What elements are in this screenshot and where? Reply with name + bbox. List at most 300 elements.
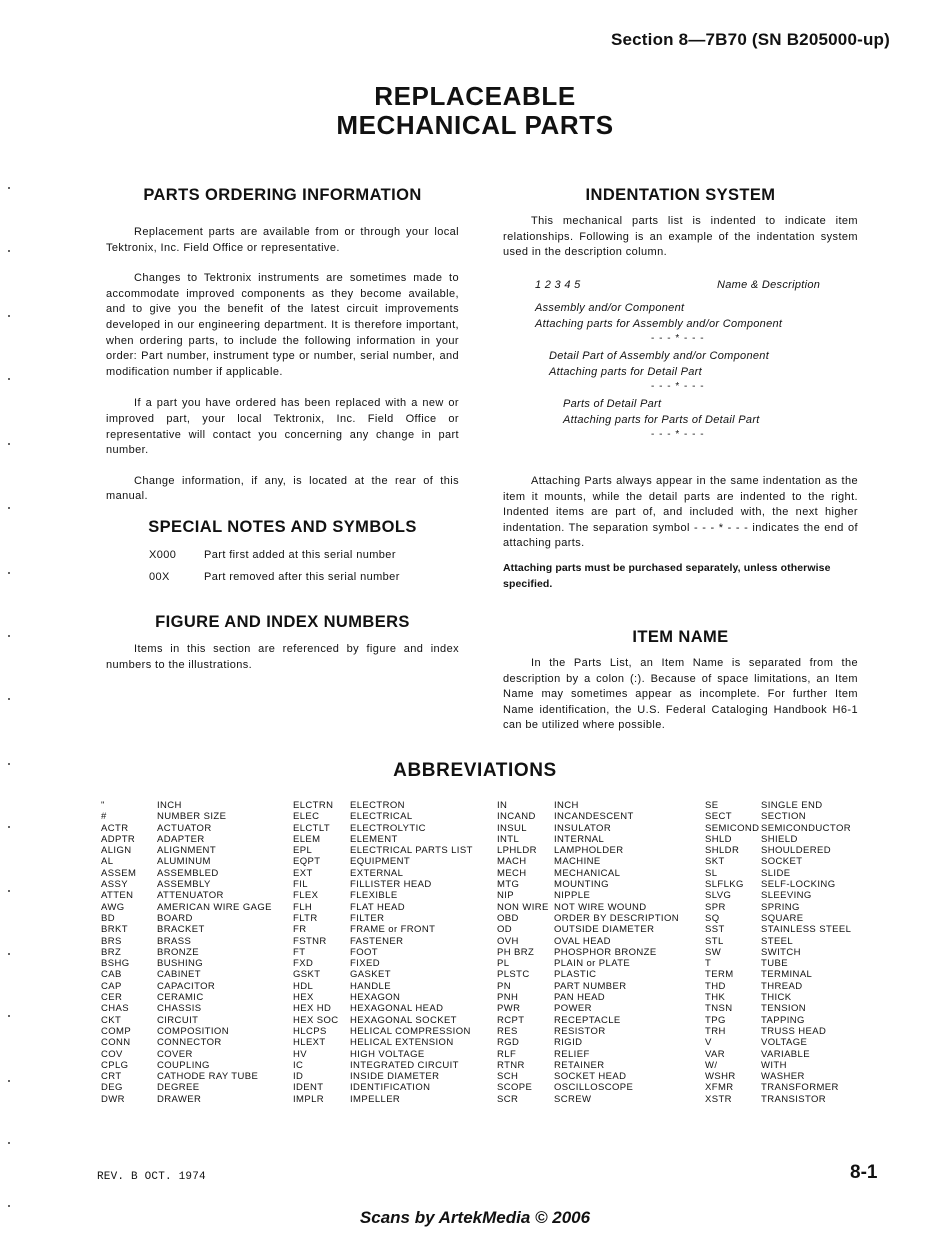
abbreviation-meaning: SINGLE END: [761, 800, 823, 811]
abbreviation-meaning: RIGID: [554, 1037, 583, 1049]
abbreviation-code: BRKT: [101, 924, 128, 936]
abbreviation-code: PNH: [497, 992, 519, 1004]
abbreviation-code: ASSEM: [101, 867, 137, 879]
abbreviation-code: ELEC: [293, 811, 320, 823]
abbreviation-meaning: HEXAGONAL HEAD: [350, 1003, 444, 1015]
abbreviation-row: [497, 1060, 679, 1071]
abbreviation-meaning: ALUMINUM: [157, 856, 211, 868]
separator-symbol: - - - * - - -: [651, 381, 705, 392]
abbreviation-row: [705, 856, 851, 867]
abbreviation-meaning: SPRING: [761, 901, 800, 913]
abbreviation-row: [705, 958, 851, 969]
abbreviation-meaning: ADAPTER: [157, 833, 205, 845]
abbreviation-code: ELEM: [293, 833, 321, 845]
abbreviation-meaning: INCANDESCENT: [554, 811, 634, 823]
abbreviation-row: [705, 868, 851, 879]
abbreviations-heading: ABBREVIATIONS: [393, 760, 557, 781]
example-parts-detail: Parts of Detail Part: [563, 398, 662, 410]
abbreviation-meaning: SLEEVING: [761, 890, 812, 902]
scan-mark: [8, 953, 10, 955]
abbreviation-meaning: SHIELD: [761, 833, 798, 845]
symbol-row: [149, 549, 459, 561]
scan-mark: [8, 187, 10, 189]
abbreviation-meaning: CABINET: [157, 969, 201, 981]
abbreviation-row: [101, 936, 272, 947]
abbreviation-meaning: EXTERNAL: [350, 867, 404, 879]
abbreviation-meaning: INTERNAL: [554, 833, 605, 845]
abbreviation-meaning: ELECTRICAL: [350, 811, 413, 823]
abbreviation-meaning: WASHER: [761, 1071, 805, 1083]
abbreviation-code: HEX: [293, 992, 314, 1004]
abbreviation-code: STL: [705, 935, 724, 947]
abbreviation-code: ATTEN: [101, 890, 134, 902]
abbreviation-meaning: INSULATOR: [554, 822, 612, 834]
indent-name-description: Name & Description: [717, 279, 821, 291]
abbreviation-row: [293, 958, 473, 969]
abbreviation-code: EXT: [293, 867, 313, 879]
abbreviation-code: SHLD: [705, 833, 732, 845]
abbreviation-meaning: CERAMIC: [157, 992, 204, 1004]
abbreviation-row: [705, 936, 851, 947]
abbreviation-row: [101, 924, 272, 935]
abbreviation-meaning: INCH: [157, 800, 182, 811]
abbreviation-code: FLTR: [293, 912, 318, 924]
abbreviation-row: [497, 1094, 679, 1105]
abbreviation-meaning: NUMBER SIZE: [157, 811, 227, 823]
abbreviation-row: [293, 834, 473, 845]
abbreviation-row: [705, 1003, 851, 1014]
abbreviation-meaning: IMPELLER: [350, 1093, 401, 1105]
abbreviation-row: [705, 834, 851, 845]
abbreviation-code: SECT: [705, 811, 732, 823]
abbreviation-code: CKT: [101, 1014, 122, 1026]
abbreviation-meaning: CATHODE RAY TUBE: [157, 1071, 259, 1083]
abbreviation-meaning: COMPOSITION: [157, 1025, 229, 1037]
abbreviation-row: [705, 1082, 851, 1093]
abbreviation-code: V: [705, 1037, 712, 1049]
ordering-paragraph-3: If a part you have ordered has been replaced with a new or improved part, your local Tektronix, Inc. Field Office or representative will contact you concerning any change in part number.: [106, 397, 459, 457]
abbreviation-code: CRT: [101, 1071, 122, 1083]
abbreviation-row: [705, 1071, 851, 1082]
abbreviation-meaning: DRAWER: [157, 1093, 202, 1105]
abbreviation-meaning: FILLISTER HEAD: [350, 879, 432, 891]
abbreviation-code: IMPLR: [293, 1093, 325, 1105]
abbreviation-meaning: ACTUATOR: [157, 822, 212, 834]
abbreviation-meaning: ATTENUATOR: [157, 890, 224, 902]
abbreviation-row: [101, 868, 272, 879]
abbreviation-row: [497, 868, 679, 879]
abbreviation-meaning: PLASTIC: [554, 969, 597, 981]
abbreviation-row: [497, 1071, 679, 1082]
abbreviation-meaning: BRONZE: [157, 946, 199, 958]
abbreviation-code: WSHR: [705, 1071, 736, 1083]
abbreviation-code: DEG: [101, 1082, 123, 1094]
abbreviation-row: [497, 947, 679, 958]
scan-mark: [8, 1080, 10, 1082]
abbreviations-column-4: [705, 800, 851, 1105]
abbreviation-row: [293, 981, 473, 992]
revision-date: REV. B OCT. 1974: [97, 1171, 206, 1183]
abbreviation-code: HLCPS: [293, 1025, 327, 1037]
abbreviation-row: [497, 1003, 679, 1014]
abbreviation-meaning: TRANSFORMER: [761, 1082, 839, 1094]
abbreviation-code: FXD: [293, 958, 314, 970]
title-line-1: REPLACEABLE: [374, 81, 576, 111]
scan-mark: [8, 1015, 10, 1017]
abbreviation-code: FIL: [293, 879, 308, 891]
abbreviation-row: [293, 1015, 473, 1026]
abbreviation-meaning: PAN HEAD: [554, 992, 606, 1004]
abbreviation-row: [101, 1082, 272, 1093]
abbreviation-meaning: RESISTOR: [554, 1025, 606, 1037]
indentation-paragraph-1: This mechanical parts list is indented to indicate item relationships. Following is an example of the indentation system used in the description column.: [503, 215, 858, 259]
abbreviation-row: [293, 890, 473, 901]
abbreviation-row: [497, 924, 679, 935]
abbreviation-row: [101, 890, 272, 901]
abbreviation-meaning: OSCILLOSCOPE: [554, 1082, 634, 1094]
scan-mark: [8, 250, 10, 252]
abbreviation-meaning: TERMINAL: [761, 969, 813, 981]
abbreviation-code: CER: [101, 992, 123, 1004]
abbreviation-meaning: SOCKET HEAD: [554, 1071, 627, 1083]
abbreviation-row: [497, 1037, 679, 1048]
abbreviation-row: [101, 1037, 272, 1048]
abbreviation-code: COMP: [101, 1025, 132, 1037]
abbreviation-row: [293, 924, 473, 935]
abbreviation-code: XSTR: [705, 1093, 732, 1105]
abbreviation-meaning: SCREW: [554, 1093, 592, 1105]
abbreviation-code: RGD: [497, 1037, 520, 1049]
abbreviation-code: CAB: [101, 969, 122, 981]
abbreviation-code: ELCTRN: [293, 800, 334, 811]
abbreviation-code: XFMR: [705, 1082, 734, 1094]
abbreviation-code: IDENT: [293, 1082, 324, 1094]
page-title: [0, 82, 950, 140]
abbreviation-code: SCR: [497, 1093, 519, 1105]
abbreviation-row: [293, 1026, 473, 1037]
abbreviation-code: ID: [293, 1071, 304, 1083]
abbreviation-meaning: ASSEMBLY: [157, 879, 211, 891]
ordering-paragraph-4: Change information, if any, is located at the rear of this manual.: [106, 474, 459, 503]
abbreviation-code: W/: [705, 1059, 718, 1071]
abbreviation-meaning: SLIDE: [761, 867, 791, 879]
abbreviation-row: [705, 879, 851, 890]
abbreviation-code: FR: [293, 924, 307, 936]
abbreviation-code: SST: [705, 924, 725, 936]
abbreviation-code: THK: [705, 992, 726, 1004]
abbreviation-code: AL: [101, 856, 114, 868]
abbreviation-row: [705, 845, 851, 856]
abbreviation-code: CAP: [101, 980, 122, 992]
abbreviation-code: HLEXT: [293, 1037, 326, 1049]
abbreviation-row: [497, 890, 679, 901]
abbreviation-code: NON WIRE: [497, 901, 549, 913]
scan-mark: [8, 507, 10, 509]
abbreviation-meaning: INTEGRATED CIRCUIT: [350, 1059, 459, 1071]
abbreviation-row: [101, 1071, 272, 1082]
abbreviation-code: SEMICOND: [705, 822, 760, 834]
abbreviation-meaning: RELIEF: [554, 1048, 590, 1060]
abbreviation-meaning: SECTION: [761, 811, 807, 823]
abbreviations-column-1: [101, 800, 272, 1105]
abbreviation-code: OVH: [497, 935, 519, 947]
abbreviation-code: RES: [497, 1025, 518, 1037]
abbreviation-meaning: AMERICAN WIRE GAGE: [157, 901, 272, 913]
abbreviation-code: LPHLDR: [497, 845, 537, 857]
abbreviation-row: [497, 969, 679, 980]
separator-symbol: - - - * - - -: [651, 333, 705, 344]
scan-mark: [8, 635, 10, 637]
abbreviation-meaning: ELEMENT: [350, 833, 398, 845]
abbreviation-meaning: BRASS: [157, 935, 192, 947]
abbreviation-meaning: CAPACITOR: [157, 980, 216, 992]
abbreviation-row: [705, 811, 851, 822]
abbreviation-row: [497, 834, 679, 845]
section-header: Section 8—7B70 (SN B205000-up): [610, 30, 890, 49]
abbreviation-code: BSHG: [101, 958, 130, 970]
abbreviation-code: MTG: [497, 879, 520, 891]
abbreviation-code: SL: [705, 867, 718, 879]
abbreviation-meaning: SELF-LOCKING: [761, 879, 836, 891]
abbreviation-row: [705, 890, 851, 901]
abbreviation-row: [293, 856, 473, 867]
abbreviation-code: COV: [101, 1048, 123, 1060]
abbreviation-code: PH BRZ: [497, 946, 535, 958]
abbreviation-row: [101, 902, 272, 913]
abbreviation-code: CPLG: [101, 1059, 129, 1071]
abbreviation-meaning: LAMPHOLDER: [554, 845, 624, 857]
abbreviation-code: INTL: [497, 833, 520, 845]
scan-mark: [8, 443, 10, 445]
abbreviation-meaning: NIPPLE: [554, 890, 591, 902]
abbreviation-meaning: VOLTAGE: [761, 1037, 808, 1049]
scan-mark: [8, 763, 10, 765]
abbreviation-row: [497, 936, 679, 947]
abbreviation-row: [101, 1026, 272, 1037]
abbreviation-meaning: SQUARE: [761, 912, 804, 924]
abbreviation-code: SLFLKG: [705, 879, 744, 891]
example-attach-parts: Attaching parts for Parts of Detail Part: [563, 414, 760, 426]
abbreviation-meaning: EQUIPMENT: [350, 856, 411, 868]
abbreviation-meaning: THREAD: [761, 980, 803, 992]
abbreviation-code: OD: [497, 924, 513, 936]
example-detail: Detail Part of Assembly and/or Component: [549, 350, 770, 362]
abbreviation-row: [101, 845, 272, 856]
abbreviation-row: [293, 800, 473, 811]
abbreviation-meaning: ELECTRON: [350, 800, 405, 811]
abbreviation-code: VAR: [705, 1048, 726, 1060]
scan-mark: [8, 826, 10, 828]
abbreviation-meaning: MOUNTING: [554, 879, 609, 891]
abbreviation-row: [705, 1037, 851, 1048]
abbreviation-meaning: STEEL: [761, 935, 794, 947]
abbreviation-code: RCPT: [497, 1014, 525, 1026]
abbreviation-code: NIP: [497, 890, 515, 902]
abbreviation-meaning: FRAME or FRONT: [350, 924, 436, 936]
abbreviation-code: INCAND: [497, 811, 536, 823]
scan-mark: [8, 1142, 10, 1144]
abbreviation-code: RLF: [497, 1048, 517, 1060]
abbreviation-meaning: ORDER BY DESCRIPTION: [554, 912, 680, 924]
abbreviation-row: [705, 947, 851, 958]
abbreviation-row: [705, 981, 851, 992]
abbreviation-meaning: FLEXIBLE: [350, 890, 398, 902]
abbreviation-code: ALIGN: [101, 845, 132, 857]
page-number: 8-1: [850, 1162, 878, 1183]
abbreviation-code: BRS: [101, 935, 122, 947]
abbreviation-row: [101, 981, 272, 992]
abbreviation-code: TERM: [705, 969, 734, 981]
abbreviation-row: [497, 823, 679, 834]
abbreviation-row: [101, 800, 272, 811]
abbreviation-code: SCH: [497, 1071, 519, 1083]
abbreviation-row: [293, 936, 473, 947]
abbreviation-code: INSUL: [497, 822, 527, 834]
abbreviation-row: [705, 1049, 851, 1060]
scan-mark: [8, 572, 10, 574]
abbreviation-meaning: TAPPING: [761, 1014, 805, 1026]
abbreviation-row: [705, 1094, 851, 1105]
abbreviation-meaning: IDENTIFICATION: [350, 1082, 431, 1094]
abbreviation-row: [293, 1037, 473, 1048]
abbreviation-row: [497, 992, 679, 1003]
symbol-row: [149, 571, 459, 583]
abbreviation-code: IN: [497, 800, 508, 811]
scan-mark: [8, 378, 10, 380]
abbreviation-code: AWG: [101, 901, 125, 913]
scan-credit: Scans by ArtekMedia © 2006: [359, 1208, 591, 1227]
example-attach-assembly: Attaching parts for Assembly and/or Component: [535, 318, 783, 330]
abbreviation-code: SHLDR: [705, 845, 740, 857]
scan-mark: [8, 890, 10, 892]
abbreviation-code: HV: [293, 1048, 307, 1060]
abbreviation-meaning: HANDLE: [350, 980, 391, 992]
title-line-2: MECHANICAL PARTS: [336, 110, 614, 140]
abbreviation-meaning: RECEPTACLE: [554, 1014, 621, 1026]
abbreviation-meaning: TRANSISTOR: [761, 1093, 827, 1105]
abbreviation-code: SW: [705, 946, 722, 958]
abbreviation-meaning: OVAL HEAD: [554, 935, 611, 947]
indentation-section: [503, 186, 858, 261]
abbreviation-meaning: BUSHING: [157, 958, 204, 970]
abbreviation-row: [293, 823, 473, 834]
abbreviation-meaning: HEXAGON: [350, 992, 401, 1004]
abbreviation-code: EQPT: [293, 856, 321, 868]
abbreviation-meaning: ELECTROLYTIC: [350, 822, 426, 834]
abbreviation-row: [101, 1003, 272, 1014]
abbreviation-meaning: HELICAL COMPRESSION: [350, 1025, 471, 1037]
abbreviation-meaning: BRACKET: [157, 924, 205, 936]
abbreviation-meaning: DEGREE: [157, 1082, 200, 1094]
symbol-code: X000: [149, 549, 177, 561]
abbreviation-row: [101, 969, 272, 980]
abbreviation-code: ASSY: [101, 879, 128, 891]
example-assembly: Assembly and/or Component: [535, 302, 685, 314]
abbreviation-code: DWR: [101, 1093, 125, 1105]
abbreviation-code: PWR: [497, 1003, 521, 1015]
scan-mark: [8, 698, 10, 700]
abbreviation-meaning: FILTER: [350, 912, 385, 924]
abbreviation-row: [101, 958, 272, 969]
abbreviation-row: [293, 1049, 473, 1060]
abbreviation-code: SE: [705, 800, 719, 811]
abbreviation-meaning: COVER: [157, 1048, 193, 1060]
abbreviation-code: PL: [497, 958, 510, 970]
abbreviation-row: [705, 902, 851, 913]
abbreviation-code: SLVG: [705, 890, 732, 902]
symbol-desc: Part first added at this serial number: [204, 549, 396, 561]
abbreviation-row: [101, 947, 272, 958]
separator-symbol: - - - * - - -: [651, 429, 705, 440]
abbreviation-code: T: [705, 958, 712, 970]
abbreviation-meaning: INCH: [554, 800, 579, 811]
abbreviation-row: [101, 879, 272, 890]
abbreviation-row: [101, 823, 272, 834]
abbreviation-row: [497, 1082, 679, 1093]
figure-index-section: [106, 613, 459, 673]
abbreviation-meaning: ASSEMBLED: [157, 867, 219, 879]
abbreviation-row: [497, 958, 679, 969]
scan-mark: [8, 315, 10, 317]
abbreviation-code: RTNR: [497, 1059, 525, 1071]
parts-ordering-section: [106, 186, 459, 505]
abbreviation-code: SKT: [705, 856, 725, 868]
scan-mark: [8, 1205, 10, 1207]
abbreviation-row: [293, 902, 473, 913]
abbreviation-row: [497, 811, 679, 822]
special-notes-heading: SPECIAL NOTES AND SYMBOLS: [148, 518, 417, 536]
abbreviation-row: [293, 879, 473, 890]
abbreviation-code: ": [101, 800, 105, 811]
abbreviation-code: SQ: [705, 912, 720, 924]
abbreviation-row: [293, 811, 473, 822]
item-name-section: [503, 628, 858, 734]
abbreviation-meaning: HELICAL EXTENSION: [350, 1037, 454, 1049]
abbreviation-row: [705, 992, 851, 1003]
abbreviation-meaning: ELECTRICAL PARTS LIST: [350, 845, 473, 857]
abbreviation-meaning: THICK: [761, 992, 792, 1004]
abbreviation-meaning: CHASSIS: [157, 1003, 202, 1015]
abbreviation-row: [705, 800, 851, 811]
abbreviation-code: BRZ: [101, 946, 122, 958]
abbreviation-row: [293, 1071, 473, 1082]
abbreviation-meaning: BOARD: [157, 912, 193, 924]
abbreviation-row: [293, 913, 473, 924]
abbreviation-meaning: FOOT: [350, 946, 378, 958]
indentation-paragraph-2: Attaching Parts always appear in the same indentation as the item it mounts, while the detail parts are indented to the right. Indented items are part of, and included with, the next higher indentation. The separation symbol - - - * - - - indicates the end of attaching parts.: [503, 475, 858, 550]
abbreviation-row: [101, 1094, 272, 1105]
abbreviation-code: THD: [705, 980, 726, 992]
abbreviation-row: [705, 913, 851, 924]
abbreviation-row: [101, 1060, 272, 1071]
abbreviation-meaning: FIXED: [350, 958, 380, 970]
abbreviation-code: TRH: [705, 1025, 726, 1037]
abbreviation-code: ACTR: [101, 822, 129, 834]
abbreviation-code: EPL: [293, 845, 313, 857]
symbol-desc: Part removed after this serial number: [204, 571, 400, 583]
item-name-heading: ITEM NAME: [632, 628, 729, 646]
abbreviation-code: OBD: [497, 912, 519, 924]
abbreviation-meaning: GASKET: [350, 969, 391, 981]
abbreviation-code: PN: [497, 980, 511, 992]
abbreviation-row: [293, 868, 473, 879]
abbreviation-row: [101, 811, 272, 822]
abbreviation-code: ELCTLT: [293, 822, 331, 834]
abbreviation-meaning: CONNECTOR: [157, 1037, 222, 1049]
abbreviation-code: TPG: [705, 1014, 726, 1026]
ordering-paragraph-1: Replacement parts are available from or through your local Tektronix, Inc. Field Office or representative.: [106, 226, 459, 254]
abbreviation-meaning: FLAT HEAD: [350, 901, 405, 913]
